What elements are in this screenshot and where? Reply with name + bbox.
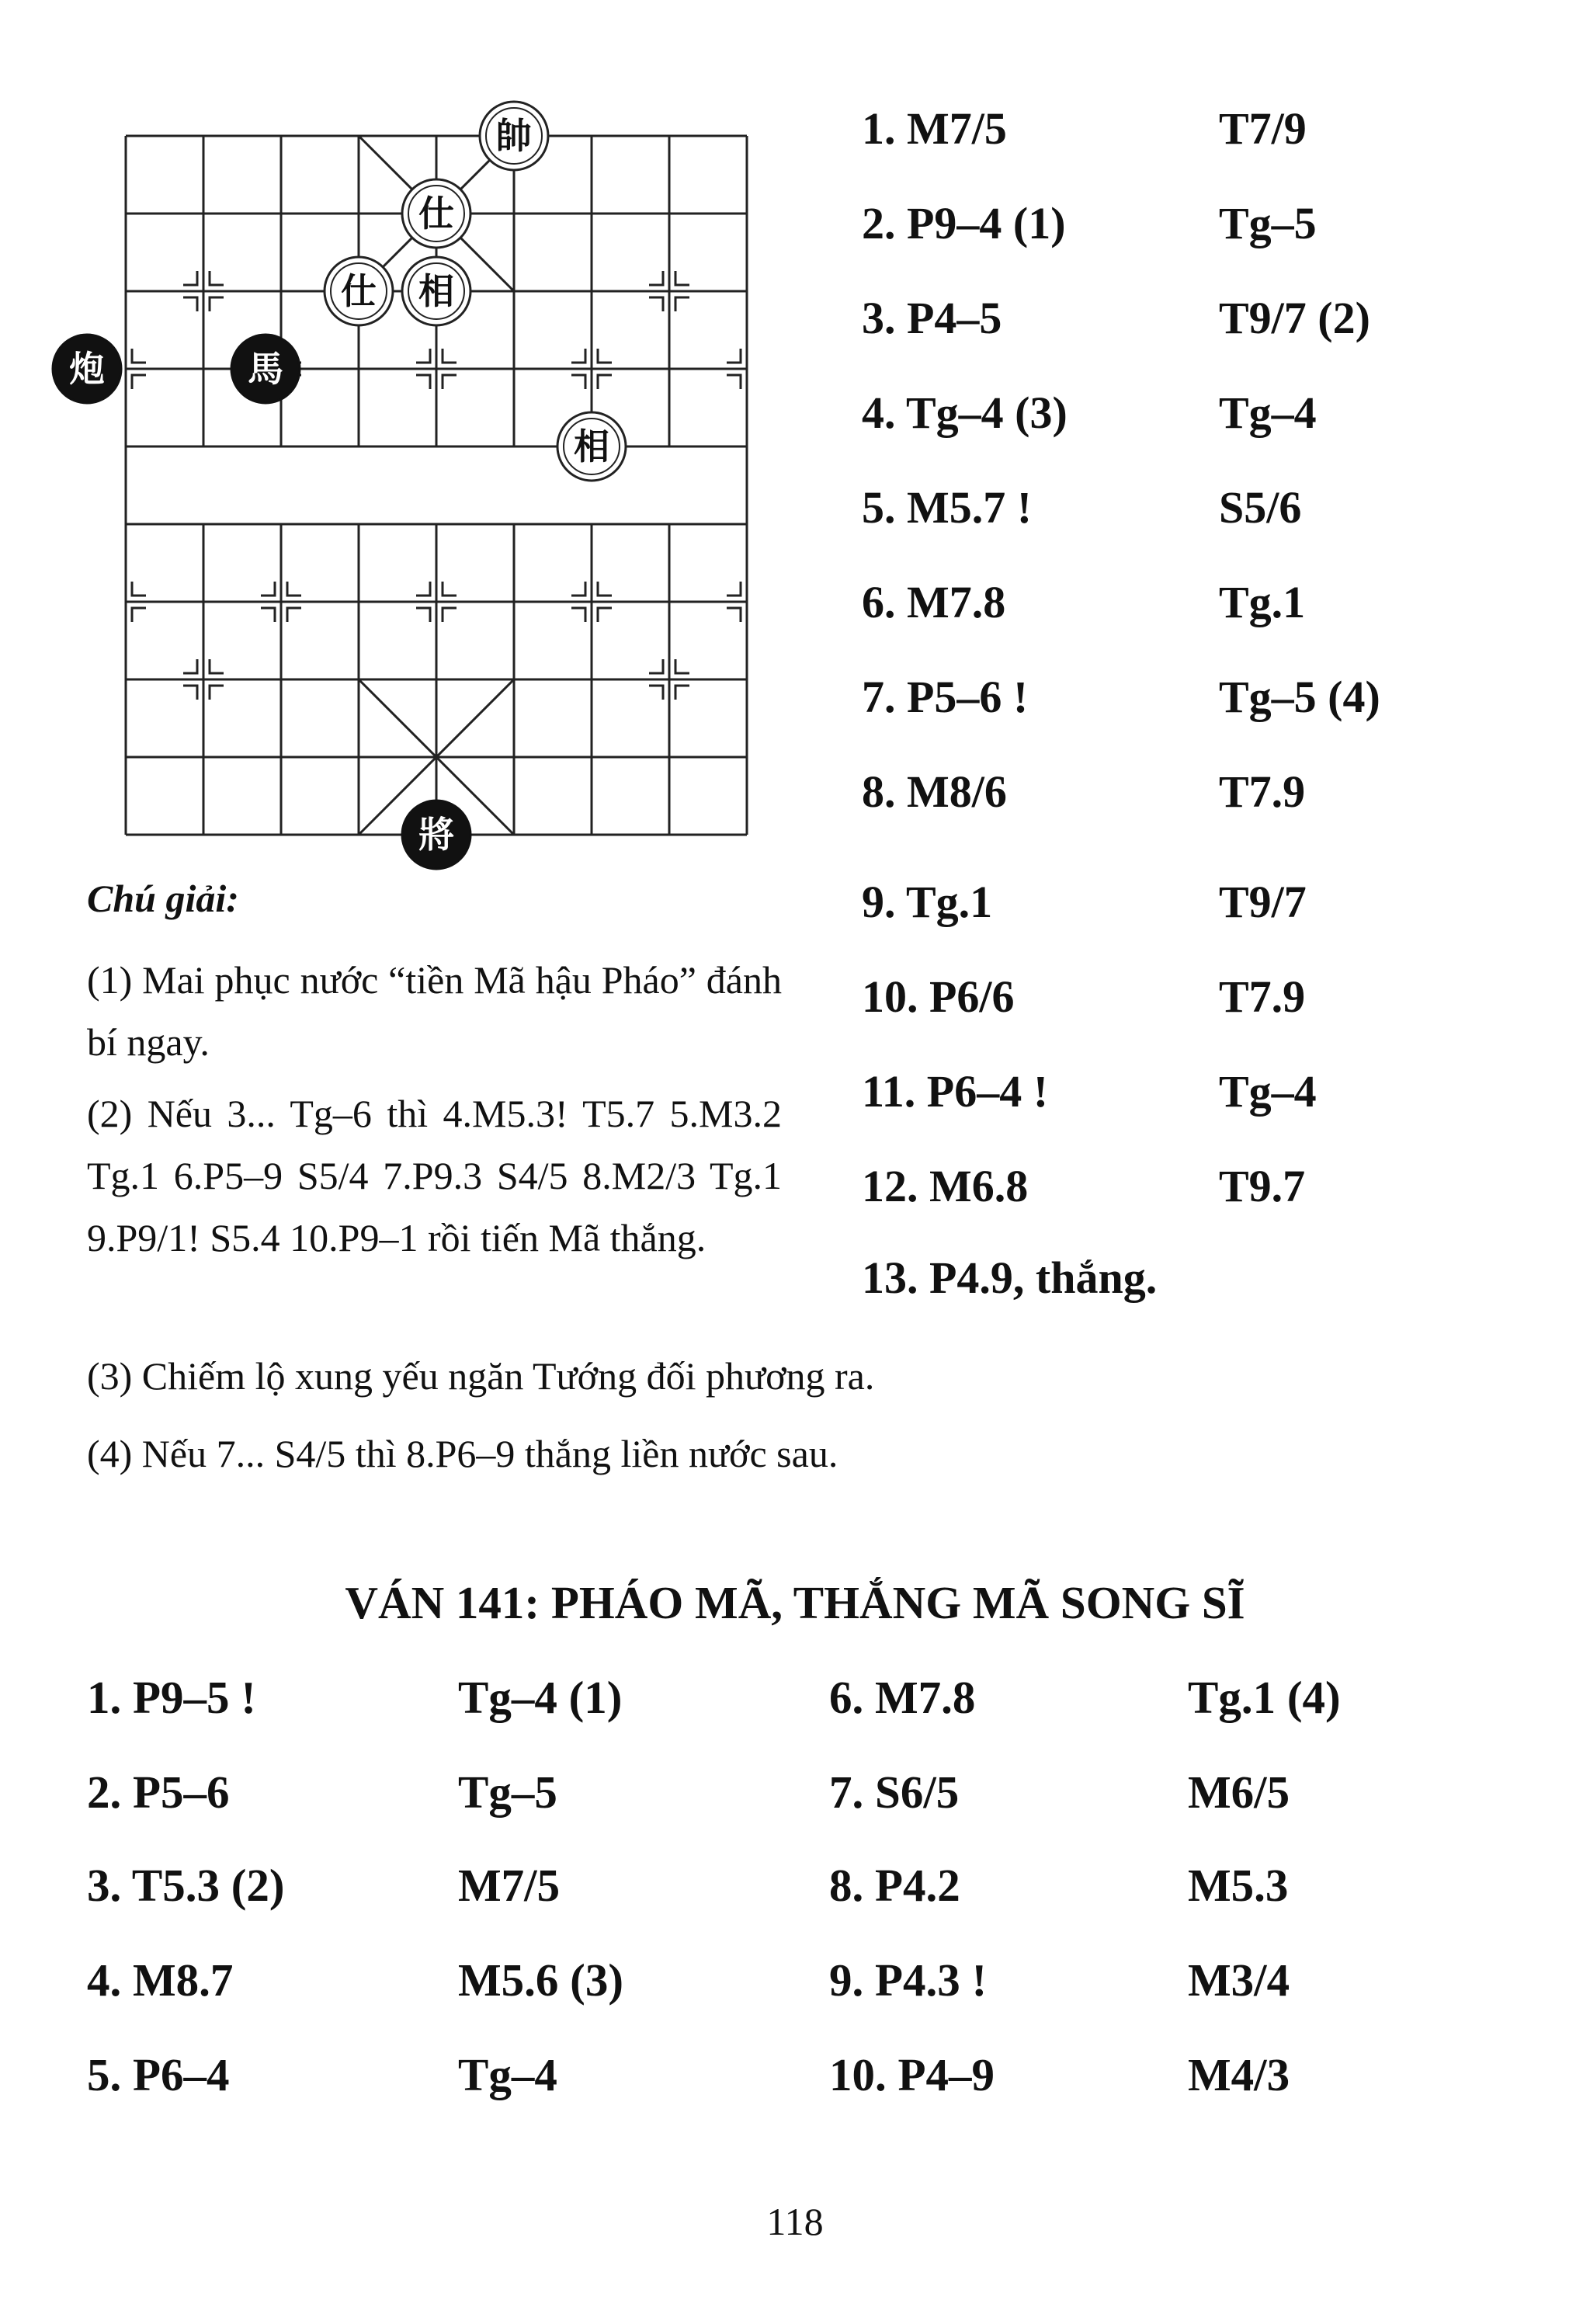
move-white: 2. P9–4 (1) bbox=[862, 198, 1066, 248]
move-cell: 2. P5–6 bbox=[87, 1766, 230, 1818]
note-2: (2) Nếu 3... Tg–6 thì 4.M5.3! T5.7 5.M3.2 Tg.1 6.P5–9 S5/4 7.P9.3 S4/5 8.M2/3 Tg.1 9.P9/1! S5.4 10.P9–1 rồi tiến Mã thắng. bbox=[87, 1092, 782, 1259]
move-cell: Tg.1 (4) bbox=[1188, 1672, 1341, 1723]
piece-label: 炮 bbox=[69, 348, 105, 390]
move-white: 6. M7.8 bbox=[862, 577, 1006, 627]
move-cell: Tg–4 bbox=[458, 2049, 557, 2100]
black-horse-piece bbox=[231, 335, 300, 403]
move-black: T9.7 bbox=[1219, 1161, 1306, 1211]
move-white: 4. Tg–4 (3) bbox=[862, 387, 1068, 438]
red-elephant-piece bbox=[402, 257, 470, 325]
move-cell: M7/5 bbox=[458, 1860, 561, 1911]
move-cell: 3. T5.3 (2) bbox=[87, 1860, 285, 1911]
move-white: 11. P6–4 ! bbox=[862, 1066, 1049, 1117]
move-row bbox=[862, 481, 1560, 536]
move-row bbox=[862, 876, 1560, 930]
move-cell: 10. P4–9 bbox=[829, 2049, 995, 2100]
move-cell: 5. P6–4 bbox=[87, 2049, 230, 2100]
black-king-piece bbox=[402, 801, 470, 869]
move-black: T7/9 bbox=[1219, 103, 1307, 154]
move-white: 3. P4–5 bbox=[862, 293, 1002, 343]
move-row bbox=[862, 387, 1560, 441]
red-advisor-piece bbox=[402, 179, 470, 248]
move-cell: M6/5 bbox=[1188, 1766, 1290, 1818]
piece-label: 相 bbox=[574, 426, 609, 467]
move-black: Tg–5 (4) bbox=[1219, 672, 1380, 722]
move-black: Tg–4 bbox=[1219, 1066, 1317, 1117]
piece-label: 仕 bbox=[341, 270, 377, 312]
red-advisor-piece-2 bbox=[325, 257, 393, 325]
move-cell: 6. M7.8 bbox=[829, 1672, 976, 1723]
move-cell: 4. M8.7 bbox=[87, 1954, 234, 2006]
move-cell: M5.3 bbox=[1188, 1860, 1289, 1911]
move-row bbox=[862, 1160, 1560, 1214]
move-white: 1. M7/5 bbox=[862, 103, 1007, 154]
move-cell: 7. S6/5 bbox=[829, 1766, 960, 1818]
note-4: (4) Nếu 7... S4/5 thì 8.P6–9 thắng liền nước sau. bbox=[87, 1432, 838, 1475]
move-cell: 9. P4.3 ! bbox=[829, 1954, 988, 2006]
piece-label: 相 bbox=[418, 270, 454, 312]
move-white: 12. M6.8 bbox=[862, 1161, 1029, 1211]
move-row bbox=[862, 971, 1560, 1025]
move-cell: Tg–5 bbox=[458, 1766, 557, 1818]
move-white: 7. P5–6 ! bbox=[862, 672, 1029, 722]
move-row bbox=[862, 1065, 1560, 1120]
piece-label: 將 bbox=[418, 814, 454, 856]
move-cell: Tg–4 (1) bbox=[458, 1672, 623, 1723]
piece-label: 帥 bbox=[496, 115, 532, 157]
move-black: T9/7 (2) bbox=[1219, 293, 1370, 343]
move-cell: M3/4 bbox=[1188, 1954, 1290, 2006]
red-king-piece bbox=[480, 102, 548, 170]
move-row bbox=[862, 197, 1560, 252]
move-black: Tg–4 bbox=[1219, 387, 1317, 438]
move-white: 8. M8/6 bbox=[862, 766, 1007, 817]
piece-label: 馬 bbox=[248, 348, 283, 390]
notes-title: Chú giải: bbox=[87, 877, 239, 920]
move-white: 9. Tg.1 bbox=[862, 877, 993, 927]
move-cell: 1. P9–5 ! bbox=[87, 1672, 256, 1723]
move-row bbox=[862, 1252, 1560, 1306]
move-row bbox=[862, 576, 1560, 631]
page-number: 118 bbox=[766, 2200, 824, 2243]
note-3: (3) Chiếm lộ xung yếu ngăn Tướng đối phương ra. bbox=[87, 1354, 875, 1398]
note-1: (1) Mai phục nước “tiền Mã hậu Pháo” đánh bí ngay. bbox=[87, 958, 782, 1064]
move-cell: M4/3 bbox=[1188, 2049, 1290, 2100]
move-white: 13. P4.9, thắng. bbox=[862, 1252, 1158, 1303]
move-black: S5/6 bbox=[1219, 482, 1302, 533]
move-white: 10. P6/6 bbox=[862, 971, 1015, 1022]
game-title: VÁN 141: PHÁO MÃ, THẮNG MÃ SONG SĨ bbox=[345, 1577, 1245, 1628]
black-cannon-piece bbox=[53, 335, 121, 403]
move-row bbox=[862, 766, 1560, 820]
move-cell: M5.6 (3) bbox=[458, 1954, 623, 2006]
red-elephant-piece-2 bbox=[557, 412, 626, 481]
move-black: Tg.1 bbox=[1219, 577, 1306, 627]
move-white: 5. M5.7 ! bbox=[862, 482, 1033, 533]
move-row bbox=[862, 102, 1560, 157]
move-black: T9/7 bbox=[1219, 877, 1307, 927]
move-black: T7.9 bbox=[1219, 766, 1306, 817]
move-row bbox=[862, 671, 1560, 725]
move-black: T7.9 bbox=[1219, 971, 1306, 1022]
move-row bbox=[862, 292, 1560, 346]
piece-label: 仕 bbox=[418, 193, 454, 234]
move-cell: 8. P4.2 bbox=[829, 1860, 960, 1911]
move-black: Tg–5 bbox=[1219, 198, 1317, 248]
